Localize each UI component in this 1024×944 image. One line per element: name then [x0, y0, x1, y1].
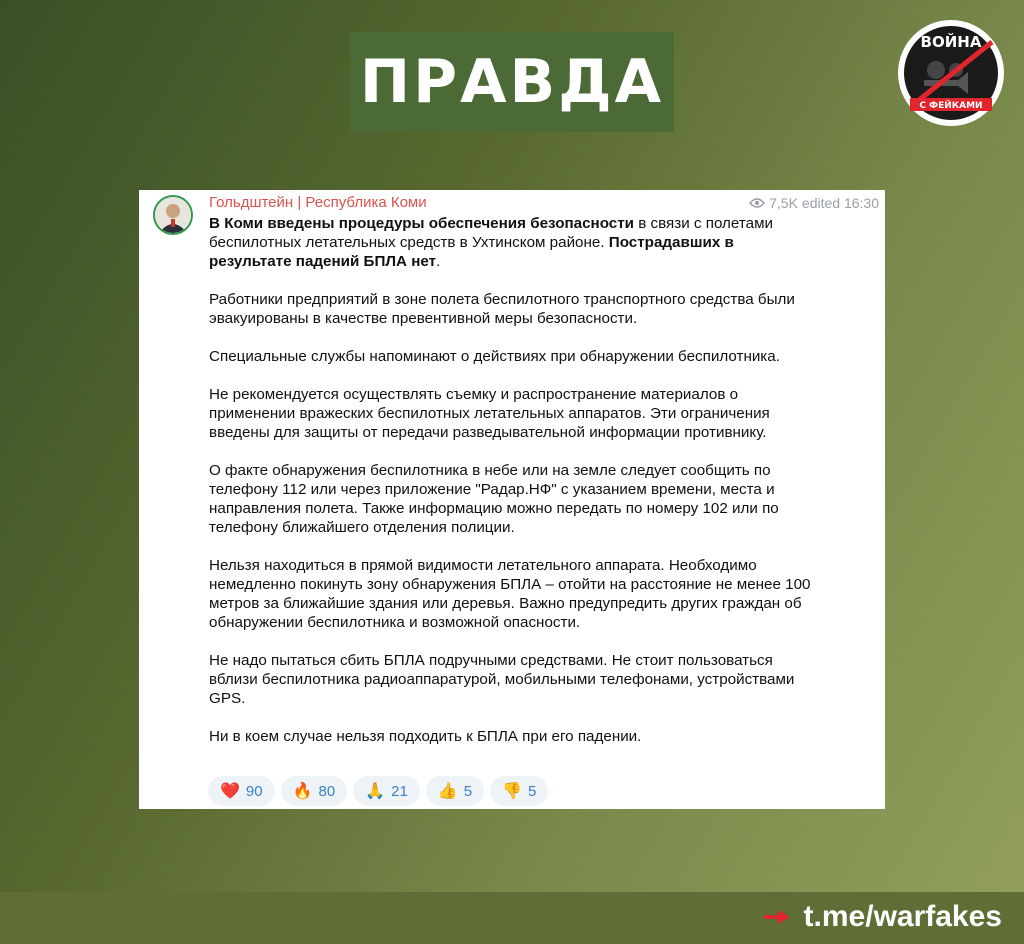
telegram-post-card	[139, 190, 885, 809]
post-meta	[749, 195, 879, 211]
eye-icon	[749, 197, 765, 209]
thumbs-down-icon: 👎	[502, 783, 523, 800]
post-paragraph	[209, 385, 819, 442]
reaction-count: 80	[318, 782, 336, 800]
reaction-heart[interactable]	[208, 776, 275, 806]
edited-time: edited 16:30	[801, 195, 879, 211]
fire-icon: 🔥	[292, 783, 313, 800]
reaction-thumbs-down[interactable]	[490, 776, 548, 806]
svg-text:С ФЕЙКАМИ: С ФЕЙКАМИ	[919, 101, 983, 111]
war-on-fakes-logo	[896, 18, 1006, 128]
footer-bar	[0, 892, 1024, 944]
headline-banner	[350, 32, 674, 132]
post-paragraph	[209, 556, 819, 632]
bold-text: Пострадавших в результате падений БПЛА нет	[209, 234, 734, 270]
post-paragraph	[209, 347, 819, 366]
post-paragraph	[209, 290, 819, 328]
reactions-bar	[208, 776, 548, 806]
text-segment: Не надо пытаться сбить БПЛА подручными средствами. Не стоит пользоваться вблизи беспилотника радиоаппаратурой, мобильными телефонами, устройствами GPS.	[209, 652, 795, 707]
post-paragraph	[209, 727, 819, 746]
text-segment: Специальные службы напоминают о действиях при обнаружении беспилотника.	[209, 348, 780, 365]
text-segment: Нельзя находиться в прямой видимости летательного аппарата. Необходимо немедленно покинуть зону обнаружения БПЛА – отойти на расстояние не менее 100 метров за ближайшие здания или деревья. Важно предупредить других граждан об обнаружении беспилотника и возможной опасности.	[209, 557, 811, 631]
text-segment: Ни в коем случае нельзя подходить к БПЛА при его падении.	[209, 728, 642, 745]
pray-icon: 🙏	[365, 783, 386, 800]
reaction-count: 90	[245, 782, 263, 800]
channel-name[interactable]: Гольдштейн | Республика Коми	[209, 194, 427, 211]
reaction-fire[interactable]	[281, 776, 348, 806]
reaction-count: 5	[528, 782, 537, 800]
text-segment: .	[436, 253, 441, 270]
post-paragraph	[209, 461, 819, 537]
post-text	[209, 214, 819, 746]
post-paragraph	[209, 651, 819, 708]
channel-avatar[interactable]	[153, 195, 193, 235]
text-segment: Не рекомендуется осуществлять съемку и распространение материалов о применении вражеских беспилотных летательных аппаратов. Эти ограничения введены для защиты от передачи разведывательной информации противнику.	[209, 386, 770, 441]
footer-channel-link[interactable]	[764, 900, 1002, 934]
text-segment: О факте обнаружения беспилотника в небе или на земле следует сообщить по телефону 112 или через приложение "Радар.НФ" с указанием времени, места и направления полета. Также информацию можно передать по номеру 102 или по телефону ближайшего отделения полиции.	[209, 462, 779, 536]
reaction-count: 21	[391, 782, 408, 800]
heart-icon: ❤️	[220, 783, 240, 800]
svg-text:ВОЙНА: ВОЙНА	[920, 33, 982, 51]
thumbs-up-icon: 👍	[437, 783, 458, 800]
arrow-right-icon	[764, 910, 790, 924]
bold-text: В Коми введены процедуры обеспечения безопасности	[209, 215, 635, 232]
footer-link-text: t.me/warfakes	[803, 900, 1002, 933]
post-paragraph	[209, 214, 819, 271]
reaction-thumbs-up[interactable]	[426, 776, 484, 806]
headline-title: ПРАВДА	[359, 47, 665, 117]
view-count: 7,5K	[769, 195, 798, 211]
reaction-count: 5	[463, 782, 473, 800]
text-segment: Работники предприятий в зоне полета беспилотного транспортного средства были эвакуированы в качестве превентивной меры безопасности.	[209, 291, 795, 327]
text-segment: в связи с полетами беспилотных летательных средств в Ухтинском районе.	[209, 215, 774, 251]
reaction-pray[interactable]	[353, 776, 420, 806]
